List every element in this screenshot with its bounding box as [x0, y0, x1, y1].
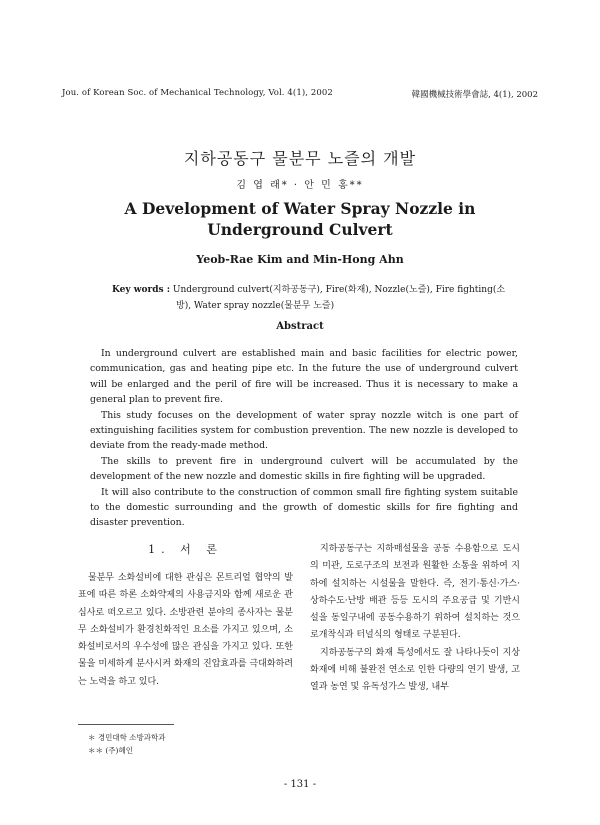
- authors-english: Yeob-Rae Kim and Min-Hong Ahn: [196, 253, 404, 266]
- body-paragraph: 물분무 소화설비에 대한 관심은 몬트리얼 협약의 발표에 따른 하론 소화약제의 사용금지와 함께 새로운 관심사로 떠오르고 있다. 소방관련 분야의 종사자는 물분무 소화설비가 환경친화적인 요소를 가지고 있으며, 소화설비로서의 우수성에 많은 관심을 가지고 있다. 또한 물을 미세하게 분사시켜 화재의 진압효과를 극대화하려는 노력을 하고 있다.: [78, 573, 293, 687]
- abstract-body: [90, 346, 518, 531]
- abstract-paragraph: In underground culvert are established main and basic facilities for electric power, communication, gas and heating pipe etc. In the future the use of underground culvert will be enlarged and the peril of fire will be increased. Thus it is necessary to make a general plan to prevent fire.: [90, 348, 518, 406]
- body-paragraph: 지하공동구는 지하매설물을 공동 수용함으로 도시의 미관, 도로구조의 보전과 원활한 소통을 위하여 지하에 설치하는 시설물을 말한다. 즉, 전기·통신·가스·상하수도·난방 배관 등등 도시의 주요공급 및 기반시설을 동일구내에 공동수용하기 위하여 설치하는 것으로개착식과 터널식의 형태로 구분된다.: [310, 544, 520, 641]
- abstract-paragraph: The skills to prevent fire in underground culvert will be accumulated by the development of the new nozzle and domestic skills in fire fighting will be upgraded.: [90, 455, 518, 483]
- paper-title-korean: 지하공동구 물분무 노즐의 개발: [183, 149, 417, 168]
- keywords-line1: Underground culvert(지하공동구), Fire(화재), Nozzle(노즐), Fire fighting(소: [172, 285, 506, 295]
- authors-korean: 김 엽 래* · 안 민 홍**: [236, 180, 364, 191]
- keywords-label: Key words :: [112, 285, 171, 295]
- section-heading-introduction: 1. 서 론: [148, 543, 223, 556]
- footnote-affiliation-1: ＊ 경민대학 소방과학과: [88, 733, 166, 742]
- abstract-paragraph: This study focuses on the development of water spray nozzle witch is one part of extinguishing facilities system for combustion prevention. The new nozzle is developed to deviate from the ready-made method.: [90, 409, 518, 452]
- abstract-paragraph: It will also contribute to the construction of common small fire fighting system suitable to the domestic surrounding and the growth of domestic skills for fire fighting and disaster prevention.: [90, 486, 518, 529]
- footnote-affiliation-2: ＊＊ (주)혜인: [88, 746, 133, 755]
- footnotes: [88, 731, 165, 757]
- paper-title-english-line2: Underground Culvert: [207, 220, 393, 239]
- keywords-block: [112, 282, 520, 314]
- journal-name-en: Jou. of Korean Soc. of Mechanical Technology, Vol. 4(1), 2002: [62, 88, 333, 98]
- abstract-heading: Abstract: [276, 321, 324, 332]
- page-number: - 131 -: [283, 779, 317, 790]
- keywords-line2: 방), Water spray nozzle(물분무 노즐): [176, 301, 335, 311]
- journal-name-ko: 韓國機械技術學會誌, 4(1), 2002: [411, 90, 538, 100]
- left-column-text: [78, 570, 293, 691]
- paper-title-english: [0, 198, 600, 240]
- paper-title-english-line1: A Development of Water Spray Nozzle in: [124, 199, 476, 218]
- right-column-text: [310, 541, 520, 697]
- footnote-rule: [78, 724, 174, 725]
- body-paragraph: 지하공동구의 화재 특성에서도 잘 나타나듯이 지상화재에 비해 불완전 연소로 인한 다량의 연기 발생, 고열과 농연 및 유독성가스 발생, 내부: [310, 647, 520, 693]
